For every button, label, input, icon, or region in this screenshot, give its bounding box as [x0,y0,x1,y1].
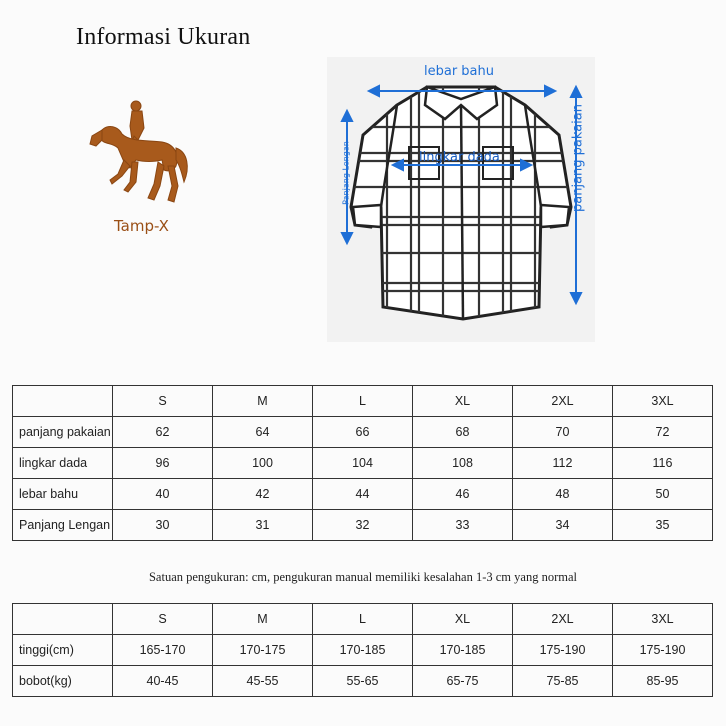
table-header-row [13,604,713,635]
header-cell: S [113,386,213,417]
table-cell: 96 [113,448,213,479]
table-cell: 108 [413,448,513,479]
header-cell: XL [413,604,513,635]
header-cell: 3XL [613,386,713,417]
table-cell: 85-95 [613,666,713,697]
table-cell: 68 [413,417,513,448]
row-label: tinggi(cm) [13,635,113,666]
table-cell: 46 [413,479,513,510]
table-cell: 100 [213,448,313,479]
table-cell: 170-185 [413,635,513,666]
table-cell: 75-85 [513,666,613,697]
table-cell: 170-175 [213,635,313,666]
table-cell: 40 [113,479,213,510]
header-cell: 2XL [513,386,613,417]
table-cell: 44 [313,479,413,510]
header-cell: S [113,604,213,635]
header-cell [13,386,113,417]
table-cell: 62 [113,417,213,448]
table-cell: 42 [213,479,313,510]
table-cell: 66 [313,417,413,448]
garment-length-label: panjang pakaian [570,104,586,212]
sleeve-length-label: Panjang Lengan [341,141,351,205]
table-row [13,666,713,697]
table-cell: 45-55 [213,666,313,697]
horse-rider-logo [88,96,192,206]
row-label: Panjang Lengan [13,510,113,541]
table-row [13,510,713,541]
row-label: bobot(kg) [13,666,113,697]
table-cell: 50 [613,479,713,510]
table-cell: 112 [513,448,613,479]
shoulder-width-label: lebar bahu [424,64,495,79]
header-cell: 3XL [613,604,713,635]
row-label: panjang pakaian [13,417,113,448]
page-title: Informasi Ukuran [76,24,251,50]
table-cell: 175-190 [513,635,613,666]
table-cell: 70 [513,417,613,448]
table-cell: 40-45 [113,666,213,697]
table-cell: 170-185 [313,635,413,666]
brand-name: Tamp-X [114,217,169,235]
table-cell: 116 [613,448,713,479]
table-cell: 35 [613,510,713,541]
table-row [13,479,713,510]
row-label: lingkar dada [13,448,113,479]
shirt-measurement-diagram [327,57,595,342]
table-row [13,635,713,666]
shirt-illustration [347,87,577,319]
chest-label: lingkar dada [419,150,500,165]
table-row [13,448,713,479]
table-cell: 30 [113,510,213,541]
table-row [13,417,713,448]
table-cell: 175-190 [613,635,713,666]
header-cell: 2XL [513,604,613,635]
header-cell: L [313,604,413,635]
table-cell: 33 [413,510,513,541]
header-cell [13,604,113,635]
header-cell: M [213,386,313,417]
row-label: lebar bahu [13,479,113,510]
measurement-note: Satuan pengukuran: cm, pengukuran manual memiliki kesalahan 1-3 cm yang normal [148,570,577,584]
header-cell: M [213,604,313,635]
body-size-table [12,603,713,697]
table-cell: 48 [513,479,613,510]
table-cell: 32 [313,510,413,541]
table-cell: 72 [613,417,713,448]
table-cell: 64 [213,417,313,448]
header-cell: L [313,386,413,417]
table-cell: 31 [213,510,313,541]
table-cell: 55-65 [313,666,413,697]
table-header-row [13,386,713,417]
table-cell: 104 [313,448,413,479]
table-cell: 65-75 [413,666,513,697]
size-chart-table [12,385,713,541]
header-cell: XL [413,386,513,417]
table-cell: 34 [513,510,613,541]
table-cell: 165-170 [113,635,213,666]
